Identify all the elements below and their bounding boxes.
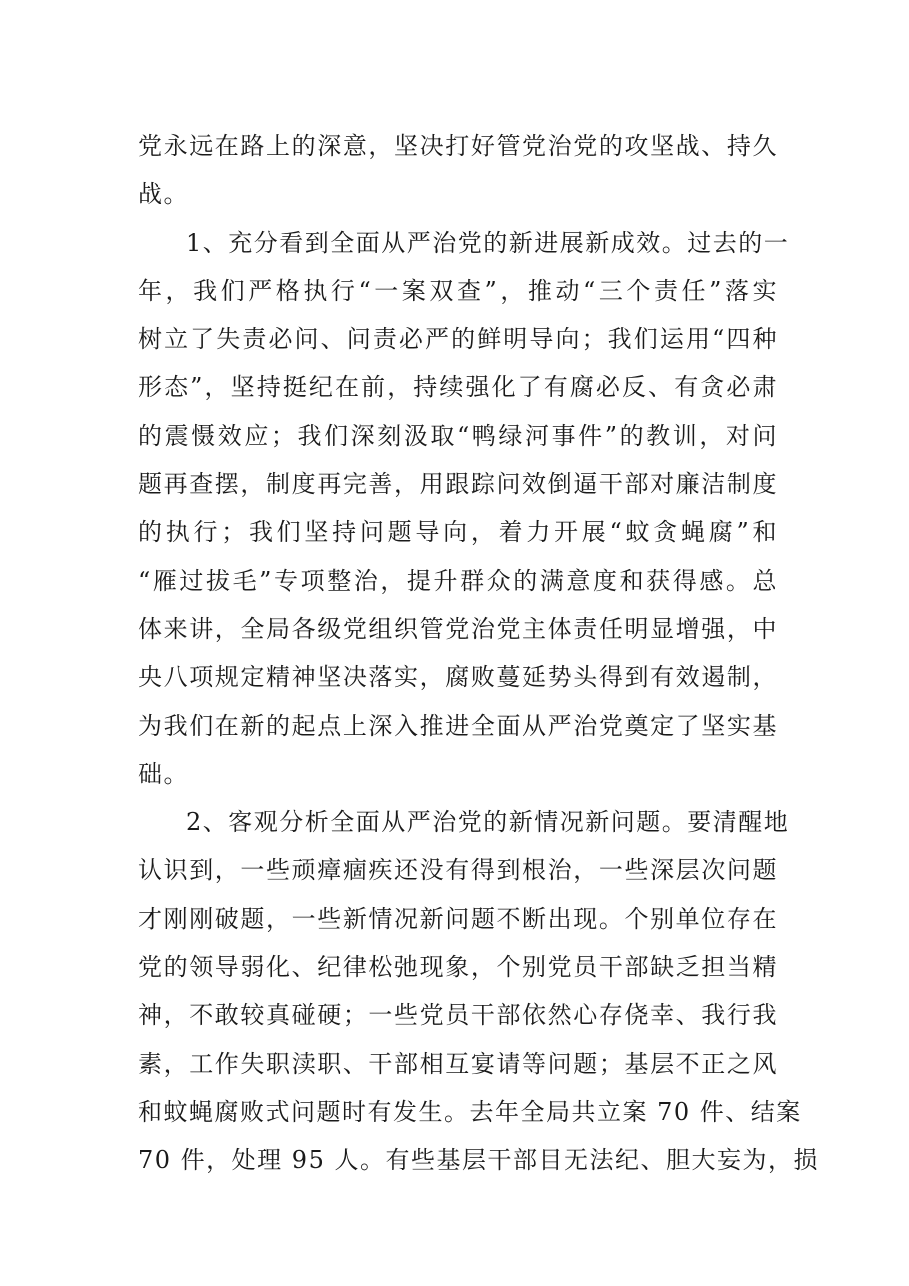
text-line: 为我们在新的起点上深入推进全面从严治党奠定了坚实基	[138, 711, 778, 740]
text-line: 的执行；我们坚持问题导向，着力开展“蚊贪蝇腐”和	[138, 518, 778, 547]
paragraph-heading-line: 1、充分看到全面从严治党的新进展新成效。过去的一	[186, 228, 790, 257]
paragraph-heading-line: 2、客观分析全面从严治党的新情况新问题。要清醒地	[186, 808, 790, 837]
text-line: 础。	[138, 759, 189, 788]
document-body	[138, 122, 819, 1185]
text-line: 央八项规定精神坚决落实，腐败蔓延势头得到有效遏制，	[138, 663, 778, 692]
text-line: 70 件，处理 95 人。有些基层干部目无法纪、胆大妄为，损	[138, 1146, 819, 1175]
text-line: “雁过拔毛”专项整治，提升群众的满意度和获得感。总	[138, 566, 778, 595]
text-line: 战。	[138, 180, 189, 209]
text-line: 认识到，一些顽瘴痼疾还没有得到根治，一些深层次问题	[138, 856, 778, 885]
text-line: 体来讲，全局各级党组织管党治党主体责任明显增强，中	[138, 614, 778, 643]
text-line: 和蚊蝇腐败式问题时有发生。去年全局共立案 70 件、结案	[138, 1097, 802, 1126]
text-line: 才刚刚破题，一些新情况新问题不断出现。个别单位存在	[138, 904, 778, 933]
text-line: 的震慑效应；我们深刻汲取“鸭绿河事件”的教训，对问	[138, 421, 778, 450]
text-line: 神，不敢较真碰硬；一些党员干部依然心存侥幸、我行我	[138, 1001, 778, 1030]
text-line: 树立了失责必问、问责必严的鲜明导向；我们运用“四种	[138, 325, 778, 354]
text-line: 形态”，坚持挺纪在前，持续强化了有腐必反、有贪必肃	[138, 373, 778, 402]
text-line: 年，我们严格执行“一案双查”，推动“三个责任”落实	[138, 276, 778, 305]
text-line: 党的领导弱化、纪律松弛现象，个别党员干部缺乏担当精	[138, 953, 778, 982]
text-line: 题再查摆，制度再完善，用跟踪问效倒逼干部对廉洁制度	[138, 470, 778, 499]
text-line: 党永远在路上的深意，坚决打好管党治党的攻坚战、持久	[138, 132, 778, 160]
text-line: 素，工作失职渎职、干部相互宴请等问题；基层不正之风	[138, 1049, 778, 1078]
